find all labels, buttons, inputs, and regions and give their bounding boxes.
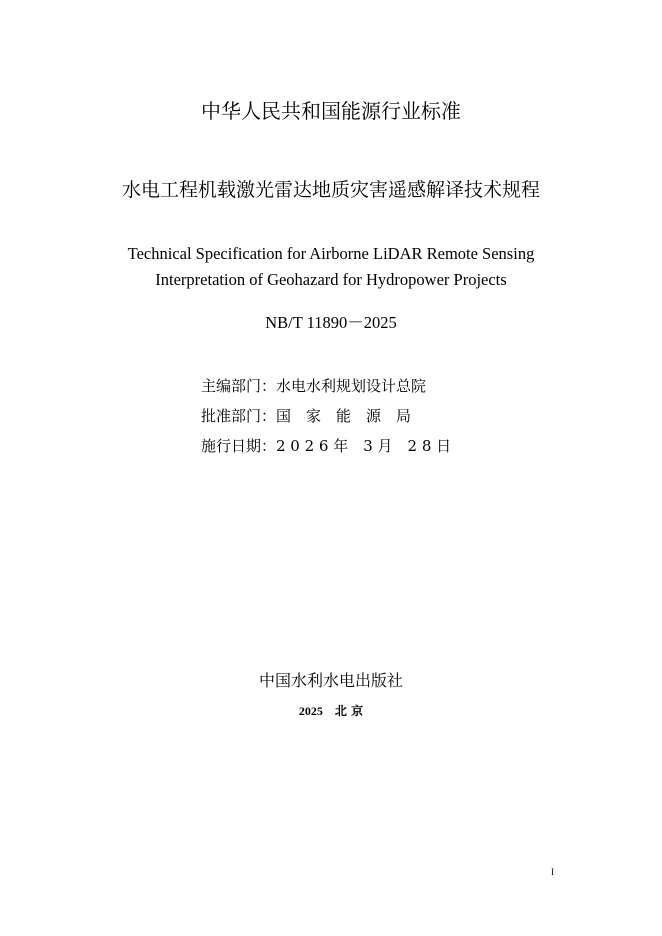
publish-place — [0, 702, 662, 720]
publisher: 中国水利水电出版社 — [258, 671, 403, 690]
title-english — [0, 241, 662, 293]
publish-year: 2025 — [298, 704, 323, 718]
standard-category: 中华人民共和国能源行业标准 — [201, 99, 461, 123]
title-english-line-1: Technical Specification for Airborne LiDAR Remote Sensing — [127, 244, 535, 263]
document-info — [201, 371, 451, 461]
approval-department: 批准部门：国 家 能 源 局 — [201, 407, 412, 425]
publish-city: 北 京 — [334, 704, 364, 718]
page-number: I — [551, 867, 554, 877]
standard-code: NB/T 11890－2025 — [265, 313, 397, 332]
effective-date: 施行日期：2 0 2 6 年 3 月 2 8 日 — [201, 437, 452, 455]
editor-department: 主编部门：水电水利规划设计总院 — [201, 377, 427, 395]
title-chinese: 水电工程机载激光雷达地质灾害遥感解译技术规程 — [121, 179, 540, 201]
title-english-line-2: Interpretation of Geohazard for Hydropower Projects — [155, 270, 507, 289]
